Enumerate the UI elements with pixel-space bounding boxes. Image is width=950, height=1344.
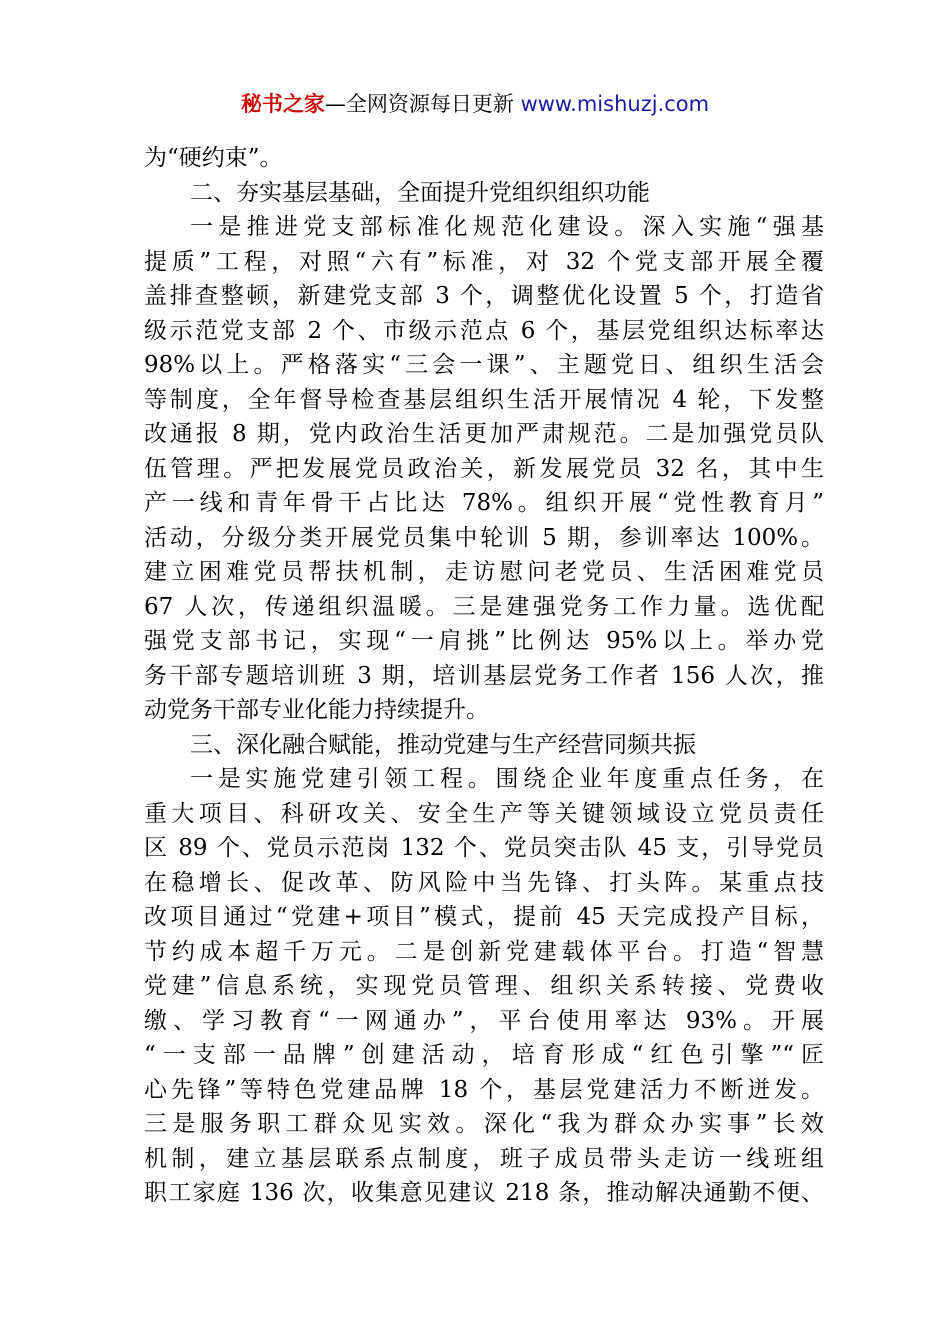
text-line: 心先锋”等特色党建品牌 18 个，基层党建活力不断迸发。 (144, 1076, 824, 1103)
text-line: 职工家庭 136 次，收集意见建议 218 条，推动解决通勤不便、 (144, 1180, 824, 1206)
text-line: 动党务干部专业化能力持续提升。 (144, 697, 489, 723)
paragraph-start-line: 二、夯实基层基础，全面提升党组织组织功能 (190, 179, 650, 206)
site-brand: 秘书之家 (240, 92, 325, 116)
text-line: “一支部一品牌”创建活动，培育形成“红色引擎”“匠 (144, 1042, 824, 1068)
site-header (0, 88, 950, 120)
text-line: 党建”信息系统，实现党员管理、组织关系转接、党费收 (144, 973, 824, 999)
text-line: 为“硬约束”。 (144, 145, 283, 171)
text-line: 活动，分级分类开展党员集中轮训 5 期，参训率达 100%。 (144, 524, 824, 551)
text-line: 98%以上。严格落实“三会一课”、主题党日、组织生活会 (144, 352, 824, 378)
text-line: 伍管理。严把发展党员政治关，新发展党员 32 名，其中生 (144, 455, 824, 482)
text-line: 提质”工程，对照“六有”标准，对 32 个党支部开展全覆 (144, 248, 824, 275)
text-line: 重大项目、科研攻关、安全生产等关键领域设立党员责任 (144, 800, 824, 827)
paragraph-start-line: 三、深化融合赋能，推动党建与生产经营同频共振 (190, 731, 696, 758)
text-line: 节约成本超千万元。二是创新党建载体平台。打造“智慧 (144, 938, 824, 965)
text-line: 务干部专题培训班 3 期，培训基层党务工作者 156 人次，推 (144, 662, 824, 689)
site-slogan: —全网资源每日更新 (324, 92, 521, 116)
text-line: 机制，建立基层联系点制度，班子成员带头走访一线班组 (144, 1145, 824, 1172)
text-line: 盖排查整顿，新建党支部 3 个，调整优化设置 5 个，打造省 (144, 283, 824, 309)
paragraph-start-line: 一是实施党建引领工程。围绕企业年度重点任务，在 (190, 766, 824, 792)
text-line: 产一线和青年骨干占比达 78%。组织开展“党性教育月” (144, 490, 824, 516)
text-line: 67 人次，传递组织温暖。三是建强党务工作力量。选优配 (144, 593, 824, 620)
text-line: 改通报 8 期，党内政治生活更加严肃规范。二是加强党员队 (144, 421, 824, 447)
text-line: 级示范党支部 2 个、市级示范点 6 个，基层党组织达标率达 (144, 317, 824, 344)
text-line: 建立困难党员帮扶机制，走访慰问老党员、生活困难党员 (144, 559, 824, 585)
paragraph-start-line: 一是推进党支部标准化规范化建设。深入实施“强基 (190, 214, 824, 240)
text-line: 改项目通过“党建+项目”模式，提前 45 天完成投产目标， (144, 904, 824, 930)
text-line: 三是服务职工群众见实效。深化“我为群众办实事”长效 (144, 1111, 824, 1137)
text-line: 缴、学习教育“一网通办”，平台使用率达 93%。开展 (144, 1007, 824, 1034)
site-url[interactable]: www.mishuzj.com (520, 92, 710, 116)
text-line: 在稳增长、促改革、防风险中当先锋、打头阵。某重点技 (144, 869, 824, 896)
text-line: 强党支部书记，实现“一肩挑”比例达 95%以上。举办党 (144, 628, 824, 654)
text-line: 等制度，全年督导检查基层组织生活开展情况 4 轮，下发整 (144, 386, 824, 413)
document-body (144, 141, 824, 1211)
text-line: 区 89 个、党员示范岗 132 个、党员突击队 45 支，引导党员 (144, 835, 824, 861)
